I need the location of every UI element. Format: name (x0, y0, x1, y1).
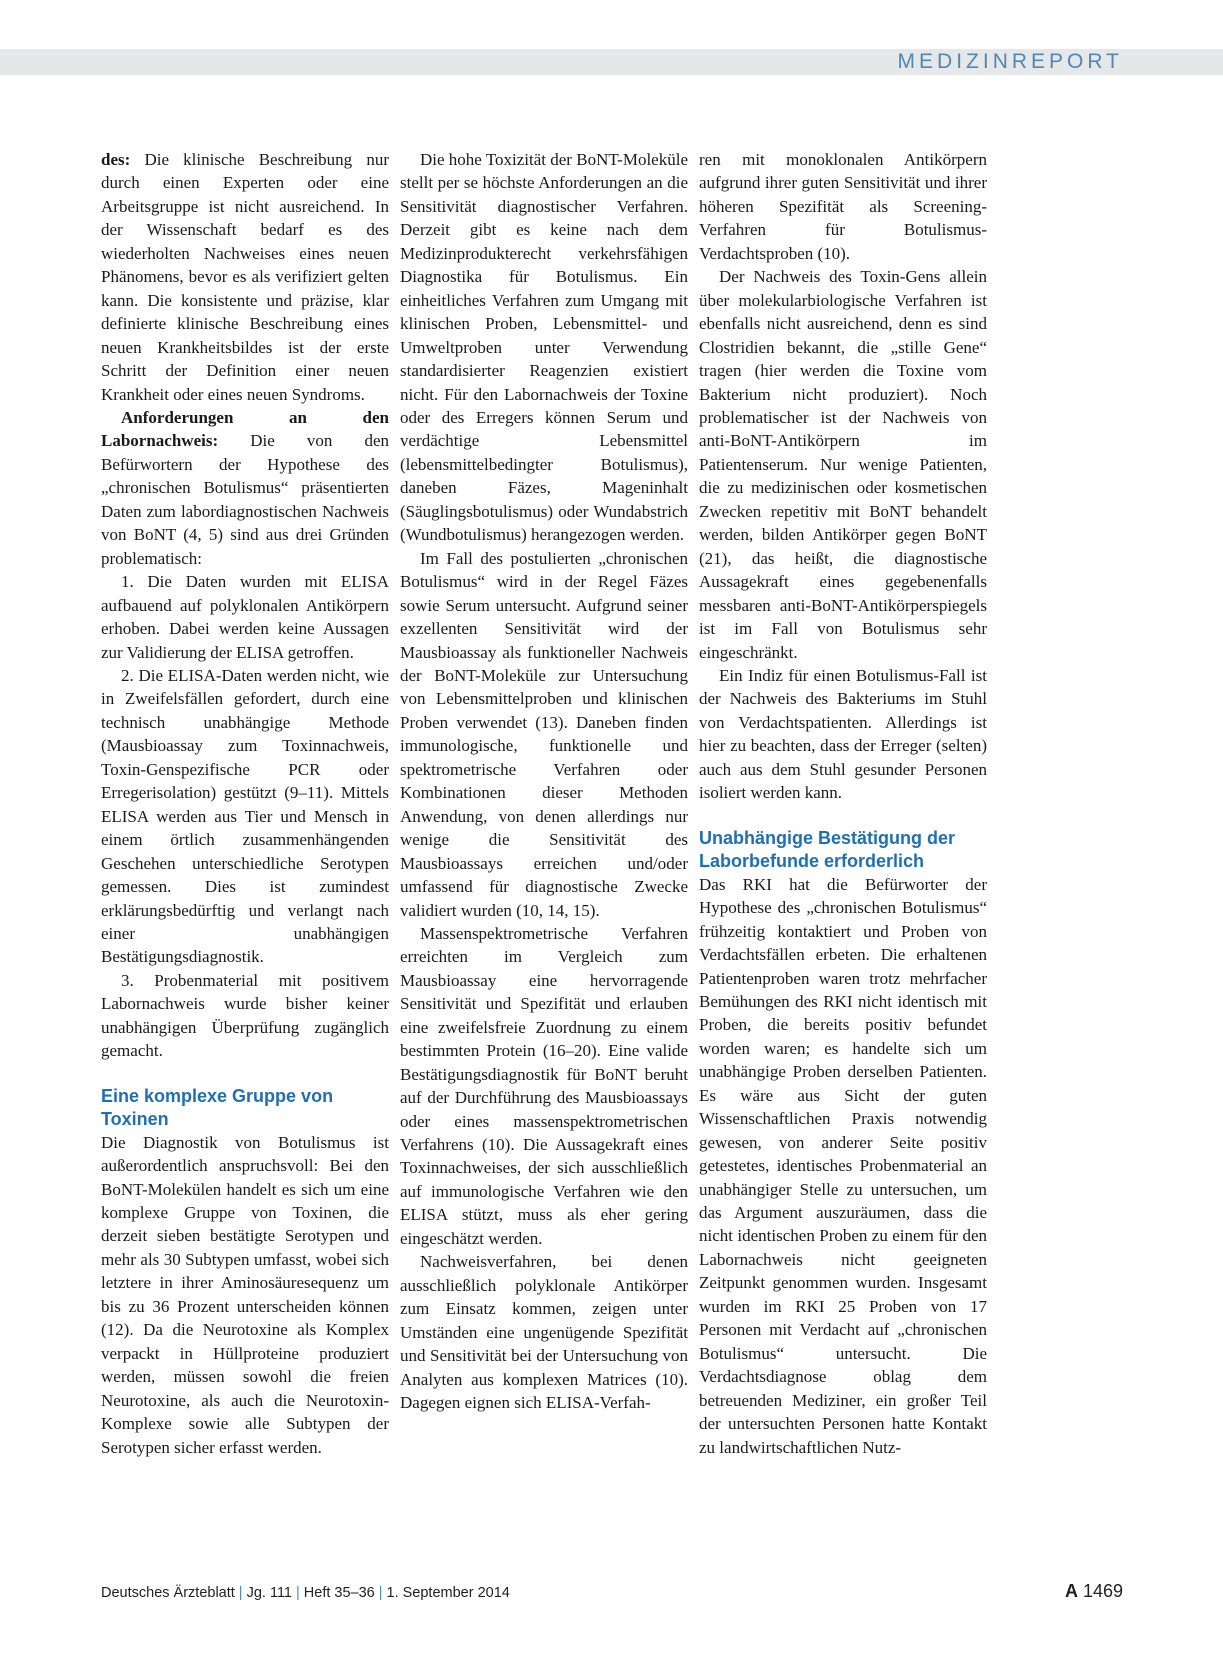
journal-name: Deutsches Ärzteblatt (101, 1585, 235, 1601)
divider: | (378, 1585, 383, 1601)
section-heading: Unabhängige Bestätigung der Laborbefunde erforderlich (699, 827, 956, 871)
paragraph: Die Diagnostik von Botulismus ist außerordentlich anspruchsvoll: Bei den BoNT-Molekülen handelt es sich um eine komplexe Gruppe von Toxinen, die derzeit sieben bestätigte Serotypen und mehr als 30 Subtypen umfasst, wobei sich letztere in ihrer Aminosäuresequenz um bis zu 36 Prozent unterscheiden können (12). Da die Neurotoxine als Komplex verpackt in Hüllproteine produziert werden, müssen sowohl die freien Neurotoxine, als auch die Neurotoxin-Komplexe sowie alle Subtypen der Serotypen sicher erfasst werden. (101, 1132, 389, 1457)
paragraph: Im Fall des postulierten „chronischen Botulismus“ wird in der Regel Fäzes sowie Serum untersucht. Aufgrund seiner exzellenten Sensitivität wird der Mausbioassay als funktioneller Nachweis der BoNT-Moleküle zur Untersuchung von Lebensmittelproben und klinischen Proben verwendet (13). Daneben finden immunologische, funktionelle und spektrometrische Verfahren oder Kombinationen dieser Methoden Anwendung, von denen allerdings nur wenige die Sensitivität des Mausbioassays erreichen und/oder umfassend für diagnostische Zwecke validiert wurden (10, 14, 15). (400, 548, 688, 920)
run-in-heading: des: (101, 150, 131, 169)
footer-citation (101, 1585, 510, 1601)
paragraph: Die hohe Toxizität der BoNT-Moleküle stellt per se höchste Anforderungen an die Sensitivität diagnostischer Verfahren. Derzeit gibt es keine nach dem Medizinprodukterecht verkehrsfähigen Diagnostika für Botulismus. Ein einheitliches Verfahren zum Umgang mit klinischen Proben, Lebensmittel- und Umweltproben unter Verwendung standardisierter Reagenzien existiert nicht. Für den Labornachweis der Toxine oder des Erregers können Serum und verdächtige Lebensmittel (lebensmittelbedingter Botulismus), daneben Fäzes, Mageninhalt (Säuglingsbotulismus) oder Wundabstrich (Wundbotulismus) herangezogen werden. (400, 150, 688, 545)
list-item: 2. Die ELISA-Daten werden nicht, wie in Zweifelsfällen gefordert, durch eine technisch unabhängige Methode (Mausbioassay zum Toxinnachweis, Toxin-Genspezifische PCR oder Erregerisolation) gestützt (9–11). Mittels ELISA werden aus Tier und Mensch in einem örtlich zusammenhängenden Geschehen unterschiedliche Serotypen gemessen. Dies ist zumindest erklärungsbedürftig und verlangt nach einer unabhängigen Bestätigungsdiagnostik. (101, 665, 389, 967)
page-number (1065, 1581, 1123, 1602)
paragraph: Massenspektrometrische Verfahren erreichten im Vergleich zum Mausbioassay eine hervorragende Sensitivität und Spezifität und erlauben eine zweifelsfreie Zuordnung zu einem bestimmten Protein (16–20). Eine valide Bestätigungsdiagnostik für BoNT beruht auf der Durchführung des Mausbioassays oder eines massenspektrometrischen Verfahrens (10). Die Aussagekraft eines Toxinnachweises, der sich ausschließlich auf immunologische Verfahren wie den ELISA stützt, muss als eher gering eingeschätzt werden. (400, 923, 688, 1248)
paragraph: ren mit monoklonalen Antikörpern aufgrund ihrer guten Sensitivität und ihrer höheren Spezifität als Screening-Verfahren für Botulismus-Verdachtsproben (10). (699, 150, 987, 263)
paragraph: Nachweisverfahren, bei denen ausschließlich polyklonale Antikörper zum Einsatz kommen, zeigen unter Umständen eine ungenügende Spezifität und Sensitivität bei der Untersuchung von Analyten aus komplexen Matrices (10). Dagegen eignen sich ELISA-Verfah- (400, 1252, 688, 1413)
section-label: MEDIZINREPORT (897, 50, 1123, 73)
paragraph-text: Die klinische Beschreibung nur durch einen Experten oder eine Arbeitsgruppe ist nicht ausreichend. In der Wissenschaft bedarf es des wiederholten Nachweises eines neuen Phänomens, bevor es als verifiziert gelten kann. Die konsistente und präzise, klar definierte klinische Beschreibung eines neuen Krankheitsbildes ist der erste Schritt der Definition einer neuen Krankheit oder eines neuen Syndroms. (101, 150, 389, 404)
paragraph: Ein Indiz für einen Botulismus-Fall ist der Nachweis des Bakteriums im Stuhl von Verdachtspatienten. Allerdings ist hier zu beachten, dass der Erreger (selten) auch aus dem Stuhl gesunder Personen isoliert werden kann. (699, 665, 987, 803)
publication-date: 1. September 2014 (386, 1585, 510, 1601)
column-1 (101, 148, 389, 1459)
paragraph (101, 406, 389, 570)
divider: | (296, 1585, 300, 1601)
paragraph (101, 148, 389, 406)
issue: Heft 35–36 (303, 1585, 375, 1601)
list-item: 3. Probenmaterial mit positivem Labornachweis wurde bisher keiner unabhängigen Überprüfung zugänglich gemacht. (101, 970, 389, 1061)
paragraph: Der Nachweis des Toxin-Gens allein über molekularbiologische Verfahren ist ebenfalls nicht ausreichend, denn es sind Clostridien bekannt, die „stille Gene“ tragen (hier werden die Toxine vom Bakterium nicht produziert). Noch problematischer ist der Nachweis von anti-BoNT-Antikörpern im Patientenserum. Nur wenige Patienten, die zu medizinischen oder kosmetischen Zwecken repetitiv mit BoNT behandelt werden, bilden Antikörper gegen BoNT (21), das heißt, die diagnostische Aussagekraft eines gegebenenfalls messbaren anti-BoNT-Antikörperspiegels ist im Fall von Botulismus sehr eingeschränkt. (699, 267, 987, 662)
paragraph: Das RKI hat die Befürworter der Hypothese des „chronischen Botulismus“ frühzeitig kontaktiert und Proben von Verdachtsfällen erbeten. Die erhaltenen Patientenproben waren trotz mehrfacher Bemühungen des RKI nicht identisch mit Proben, die bereits positiv befundet worden waren; es handelte sich um unabhängige Proben derselben Patienten. Es wäre aus Sicht der guten Wissenschaftlichen Praxis notwendig gewesen, von anderer Seite positiv getestetes, identisches Probenmaterial an unabhängiger Stelle zu untersuchen, um das Argument auszuräumen, dass die nicht identischen Proben zu einem für den Labornachweis nicht geeigneten Zeitpunkt genommen wurden. Insgesamt wurden im RKI 25 Proben von 17 Personen mit Verdacht auf „chronischen Botulismus“ untersucht. Die Verdachtsdiagnose oblag dem betreuenden Mediziner, ein großer Teil der untersuchten Personen hatte Kontakt zu landwirtschaftlichen Nutz- (699, 874, 987, 1457)
section-heading: Eine komplexe Gruppe von Toxinen (101, 1085, 334, 1129)
run-in-heading: Anforderungen an den Labornachweis: (101, 407, 389, 451)
page-number-value: 1469 (1082, 1581, 1123, 1601)
volume: Jg. 111 (246, 1585, 292, 1601)
column-3 (699, 148, 987, 1459)
divider: | (238, 1585, 243, 1601)
column-2 (400, 148, 688, 1414)
paragraph-text: Die von den Befürwortern der Hypothese des „chronischen Botulismus“ präsentierten Daten zum labordiagnostischen Nachweis von BoNT (4, 5) sind aus drei Gründen problematisch: (101, 431, 389, 568)
list-item: 1. Die Daten wurden mit ELISA aufbauend auf polyklonalen Antikörpern erhoben. Dabei werden keine Aussagen zur Validierung der ELISA getroffen. (101, 572, 389, 662)
page-prefix: A (1064, 1581, 1078, 1601)
